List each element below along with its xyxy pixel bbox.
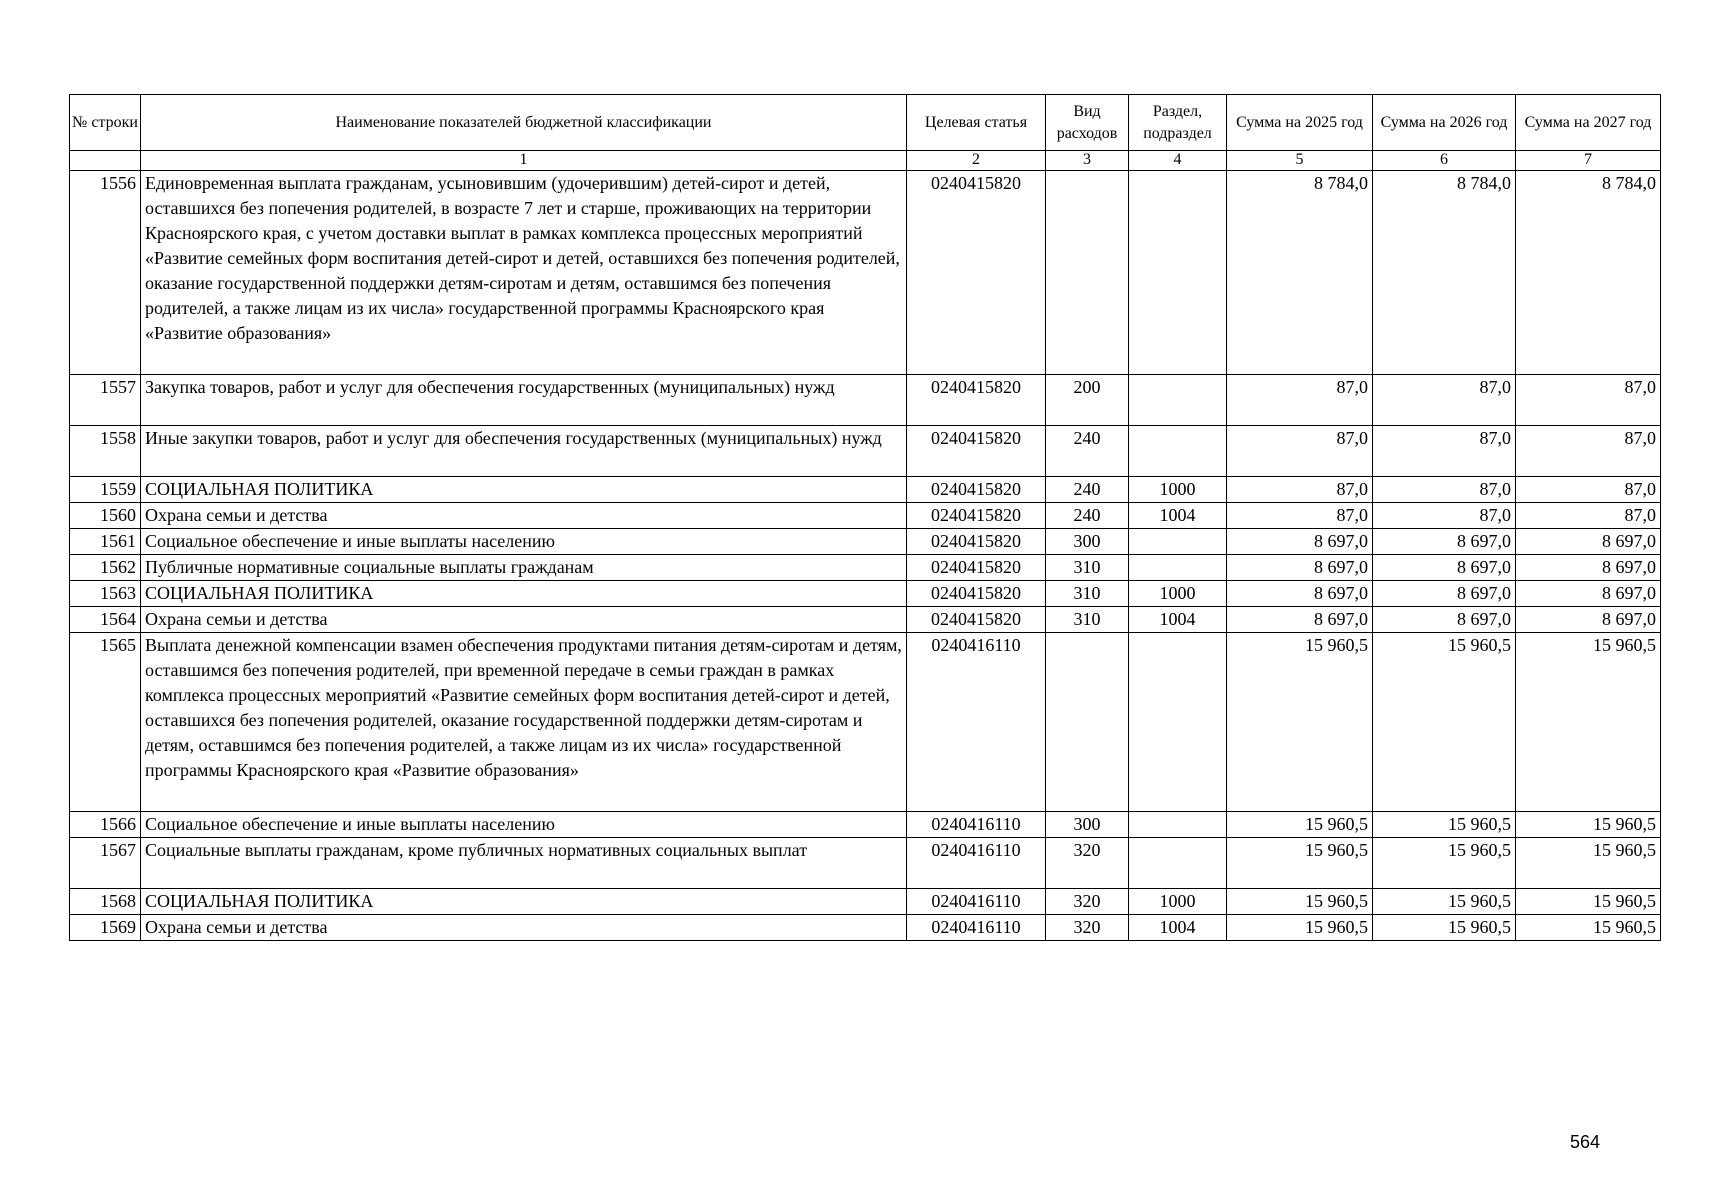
header-sum-2025: Сумма на 2025 год bbox=[1227, 95, 1373, 151]
row-kind: 320 bbox=[1046, 915, 1129, 941]
row-number: 1556 bbox=[70, 171, 141, 375]
row-sum-2027: 87,0 bbox=[1516, 503, 1661, 529]
row-section bbox=[1129, 171, 1227, 375]
row-sum-2026: 8 697,0 bbox=[1373, 581, 1516, 607]
table-row bbox=[70, 812, 1661, 838]
row-number: 1566 bbox=[70, 812, 141, 838]
row-section bbox=[1129, 555, 1227, 581]
row-kind: 300 bbox=[1046, 529, 1129, 555]
row-sum-2025: 15 960,5 bbox=[1227, 633, 1373, 812]
row-sum-2025: 8 697,0 bbox=[1227, 581, 1373, 607]
row-sum-2025: 87,0 bbox=[1227, 477, 1373, 503]
column-number: 4 bbox=[1129, 151, 1227, 171]
header-section: Раздел, подраздел bbox=[1129, 95, 1227, 151]
table-row bbox=[70, 171, 1661, 375]
page-number: 564 bbox=[1570, 1132, 1601, 1152]
row-section: 1000 bbox=[1129, 889, 1227, 915]
row-section: 1004 bbox=[1129, 915, 1227, 941]
row-section bbox=[1129, 529, 1227, 555]
row-sum-2027: 15 960,5 bbox=[1516, 838, 1661, 889]
row-number: 1560 bbox=[70, 503, 141, 529]
row-target: 0240416110 bbox=[907, 812, 1046, 838]
row-name: Закупка товаров, работ и услуг для обеспечения государственных (муниципальных) нужд bbox=[141, 375, 907, 426]
row-target: 0240415820 bbox=[907, 503, 1046, 529]
row-target: 0240416110 bbox=[907, 838, 1046, 889]
row-target: 0240415820 bbox=[907, 555, 1046, 581]
table-row bbox=[70, 915, 1661, 941]
row-name: СОЦИАЛЬНАЯ ПОЛИТИКА bbox=[141, 477, 907, 503]
row-sum-2026: 8 697,0 bbox=[1373, 607, 1516, 633]
row-kind: 240 bbox=[1046, 477, 1129, 503]
row-sum-2026: 87,0 bbox=[1373, 503, 1516, 529]
row-sum-2025: 8 697,0 bbox=[1227, 529, 1373, 555]
row-kind: 320 bbox=[1046, 889, 1129, 915]
row-kind: 240 bbox=[1046, 426, 1129, 477]
row-name: Единовременная выплата гражданам, усыновившим (удочерившим) детей-сирот и детей, оставшихся без попечения родителей, в возрасте 7 лет и старше, проживающих на территории Красноярского края, с учетом доставки выплат в рамках комплекса процессных мероприятий «Развитие семейных форм воспитания детей-сирот и детей, оставшихся без попечения родителей, оказание государственной поддержки детям-сиротам и детям, оставшимся без попечения родителей, а также лицам из их числа» государственной программы Красноярского края «Развитие образования» bbox=[141, 171, 907, 375]
row-target: 0240415820 bbox=[907, 581, 1046, 607]
row-kind: 240 bbox=[1046, 503, 1129, 529]
row-name: Социальное обеспечение и иные выплаты населению bbox=[141, 812, 907, 838]
row-sum-2025: 87,0 bbox=[1227, 426, 1373, 477]
row-name: Охрана семьи и детства bbox=[141, 915, 907, 941]
row-section bbox=[1129, 633, 1227, 812]
row-name: СОЦИАЛЬНАЯ ПОЛИТИКА bbox=[141, 889, 907, 915]
row-sum-2025: 15 960,5 bbox=[1227, 889, 1373, 915]
table-row bbox=[70, 838, 1661, 889]
column-number-row bbox=[70, 151, 1661, 171]
row-target: 0240415820 bbox=[907, 477, 1046, 503]
row-target: 0240415820 bbox=[907, 171, 1046, 375]
row-section bbox=[1129, 838, 1227, 889]
row-kind: 200 bbox=[1046, 375, 1129, 426]
row-sum-2025: 87,0 bbox=[1227, 375, 1373, 426]
row-target: 0240415820 bbox=[907, 607, 1046, 633]
row-name: Выплата денежной компенсации взамен обеспечения продуктами питания детям-сиротам и детям, оставшимся без попечения родителей, при временной передаче в семьи граждан в рамках комплекса процессных мероприятий «Развитие семейных форм воспитания детей-сирот и детей, оставшихся без попечения родителей, оказание государственной поддержки детям-сиротам и детям, оставшимся без попечения родителей, а также лицам из их числа» государственной программы Красноярского края «Развитие образования» bbox=[141, 633, 907, 812]
row-sum-2026: 87,0 bbox=[1373, 477, 1516, 503]
row-section bbox=[1129, 426, 1227, 477]
row-sum-2026: 8 784,0 bbox=[1373, 171, 1516, 375]
budget-table-container bbox=[69, 94, 1661, 941]
column-number bbox=[70, 151, 141, 171]
row-sum-2025: 8 697,0 bbox=[1227, 555, 1373, 581]
row-name: Охрана семьи и детства bbox=[141, 607, 907, 633]
row-section: 1000 bbox=[1129, 581, 1227, 607]
row-sum-2027: 87,0 bbox=[1516, 426, 1661, 477]
row-section: 1004 bbox=[1129, 503, 1227, 529]
row-sum-2027: 15 960,5 bbox=[1516, 812, 1661, 838]
row-sum-2027: 8 697,0 bbox=[1516, 529, 1661, 555]
budget-table bbox=[69, 94, 1661, 941]
row-kind: 310 bbox=[1046, 555, 1129, 581]
row-name: Охрана семьи и детства bbox=[141, 503, 907, 529]
row-sum-2026: 87,0 bbox=[1373, 375, 1516, 426]
row-target: 0240415820 bbox=[907, 375, 1046, 426]
row-section bbox=[1129, 812, 1227, 838]
row-number: 1559 bbox=[70, 477, 141, 503]
column-number: 5 bbox=[1227, 151, 1373, 171]
row-target: 0240416110 bbox=[907, 889, 1046, 915]
row-number: 1562 bbox=[70, 555, 141, 581]
header-target: Целевая статья bbox=[907, 95, 1046, 151]
row-target: 0240416110 bbox=[907, 633, 1046, 812]
row-sum-2027: 8 697,0 bbox=[1516, 581, 1661, 607]
table-row bbox=[70, 555, 1661, 581]
row-kind: 300 bbox=[1046, 812, 1129, 838]
row-kind: 310 bbox=[1046, 607, 1129, 633]
header-kind: Вид расходов bbox=[1046, 95, 1129, 151]
column-number: 2 bbox=[907, 151, 1046, 171]
row-sum-2027: 8 784,0 bbox=[1516, 171, 1661, 375]
row-number: 1558 bbox=[70, 426, 141, 477]
row-sum-2027: 15 960,5 bbox=[1516, 915, 1661, 941]
row-number: 1557 bbox=[70, 375, 141, 426]
row-sum-2025: 15 960,5 bbox=[1227, 812, 1373, 838]
row-kind: 320 bbox=[1046, 838, 1129, 889]
row-sum-2027: 8 697,0 bbox=[1516, 555, 1661, 581]
row-sum-2025: 87,0 bbox=[1227, 503, 1373, 529]
column-number: 3 bbox=[1046, 151, 1129, 171]
row-sum-2027: 87,0 bbox=[1516, 375, 1661, 426]
table-row bbox=[70, 607, 1661, 633]
row-name: СОЦИАЛЬНАЯ ПОЛИТИКА bbox=[141, 581, 907, 607]
row-sum-2027: 15 960,5 bbox=[1516, 633, 1661, 812]
row-name: Социальные выплаты гражданам, кроме публичных нормативных социальных выплат bbox=[141, 838, 907, 889]
column-number: 7 bbox=[1516, 151, 1661, 171]
row-sum-2025: 8 784,0 bbox=[1227, 171, 1373, 375]
row-kind bbox=[1046, 171, 1129, 375]
row-number: 1561 bbox=[70, 529, 141, 555]
row-sum-2026: 8 697,0 bbox=[1373, 555, 1516, 581]
row-number: 1564 bbox=[70, 607, 141, 633]
header-row bbox=[70, 95, 1661, 151]
row-sum-2026: 15 960,5 bbox=[1373, 633, 1516, 812]
row-name: Публичные нормативные социальные выплаты гражданам bbox=[141, 555, 907, 581]
row-sum-2025: 8 697,0 bbox=[1227, 607, 1373, 633]
row-number: 1568 bbox=[70, 889, 141, 915]
table-row bbox=[70, 426, 1661, 477]
table-row bbox=[70, 503, 1661, 529]
table-row bbox=[70, 633, 1661, 812]
header-name: Наименование показателей бюджетной классификации bbox=[141, 95, 907, 151]
row-sum-2026: 15 960,5 bbox=[1373, 812, 1516, 838]
header-row-no: № строки bbox=[70, 95, 141, 151]
row-sum-2026: 87,0 bbox=[1373, 426, 1516, 477]
row-sum-2026: 15 960,5 bbox=[1373, 838, 1516, 889]
row-kind bbox=[1046, 633, 1129, 812]
row-sum-2027: 87,0 bbox=[1516, 477, 1661, 503]
row-sum-2027: 8 697,0 bbox=[1516, 607, 1661, 633]
row-number: 1569 bbox=[70, 915, 141, 941]
table-row bbox=[70, 477, 1661, 503]
row-sum-2027: 15 960,5 bbox=[1516, 889, 1661, 915]
row-sum-2025: 15 960,5 bbox=[1227, 915, 1373, 941]
table-body bbox=[70, 171, 1661, 941]
column-number: 1 bbox=[141, 151, 907, 171]
row-sum-2025: 15 960,5 bbox=[1227, 838, 1373, 889]
row-name: Иные закупки товаров, работ и услуг для обеспечения государственных (муниципальных) нужд bbox=[141, 426, 907, 477]
row-target: 0240415820 bbox=[907, 426, 1046, 477]
row-section: 1004 bbox=[1129, 607, 1227, 633]
row-section bbox=[1129, 375, 1227, 426]
table-row bbox=[70, 529, 1661, 555]
table-row bbox=[70, 375, 1661, 426]
header-sum-2027: Сумма на 2027 год bbox=[1516, 95, 1661, 151]
row-sum-2026: 15 960,5 bbox=[1373, 915, 1516, 941]
table-row bbox=[70, 889, 1661, 915]
row-name: Социальное обеспечение и иные выплаты населению bbox=[141, 529, 907, 555]
column-number: 6 bbox=[1373, 151, 1516, 171]
header-sum-2026: Сумма на 2026 год bbox=[1373, 95, 1516, 151]
row-number: 1563 bbox=[70, 581, 141, 607]
row-sum-2026: 15 960,5 bbox=[1373, 889, 1516, 915]
row-number: 1565 bbox=[70, 633, 141, 812]
row-number: 1567 bbox=[70, 838, 141, 889]
row-target: 0240416110 bbox=[907, 915, 1046, 941]
row-kind: 310 bbox=[1046, 581, 1129, 607]
row-target: 0240415820 bbox=[907, 529, 1046, 555]
row-section: 1000 bbox=[1129, 477, 1227, 503]
row-sum-2026: 8 697,0 bbox=[1373, 529, 1516, 555]
table-row bbox=[70, 581, 1661, 607]
